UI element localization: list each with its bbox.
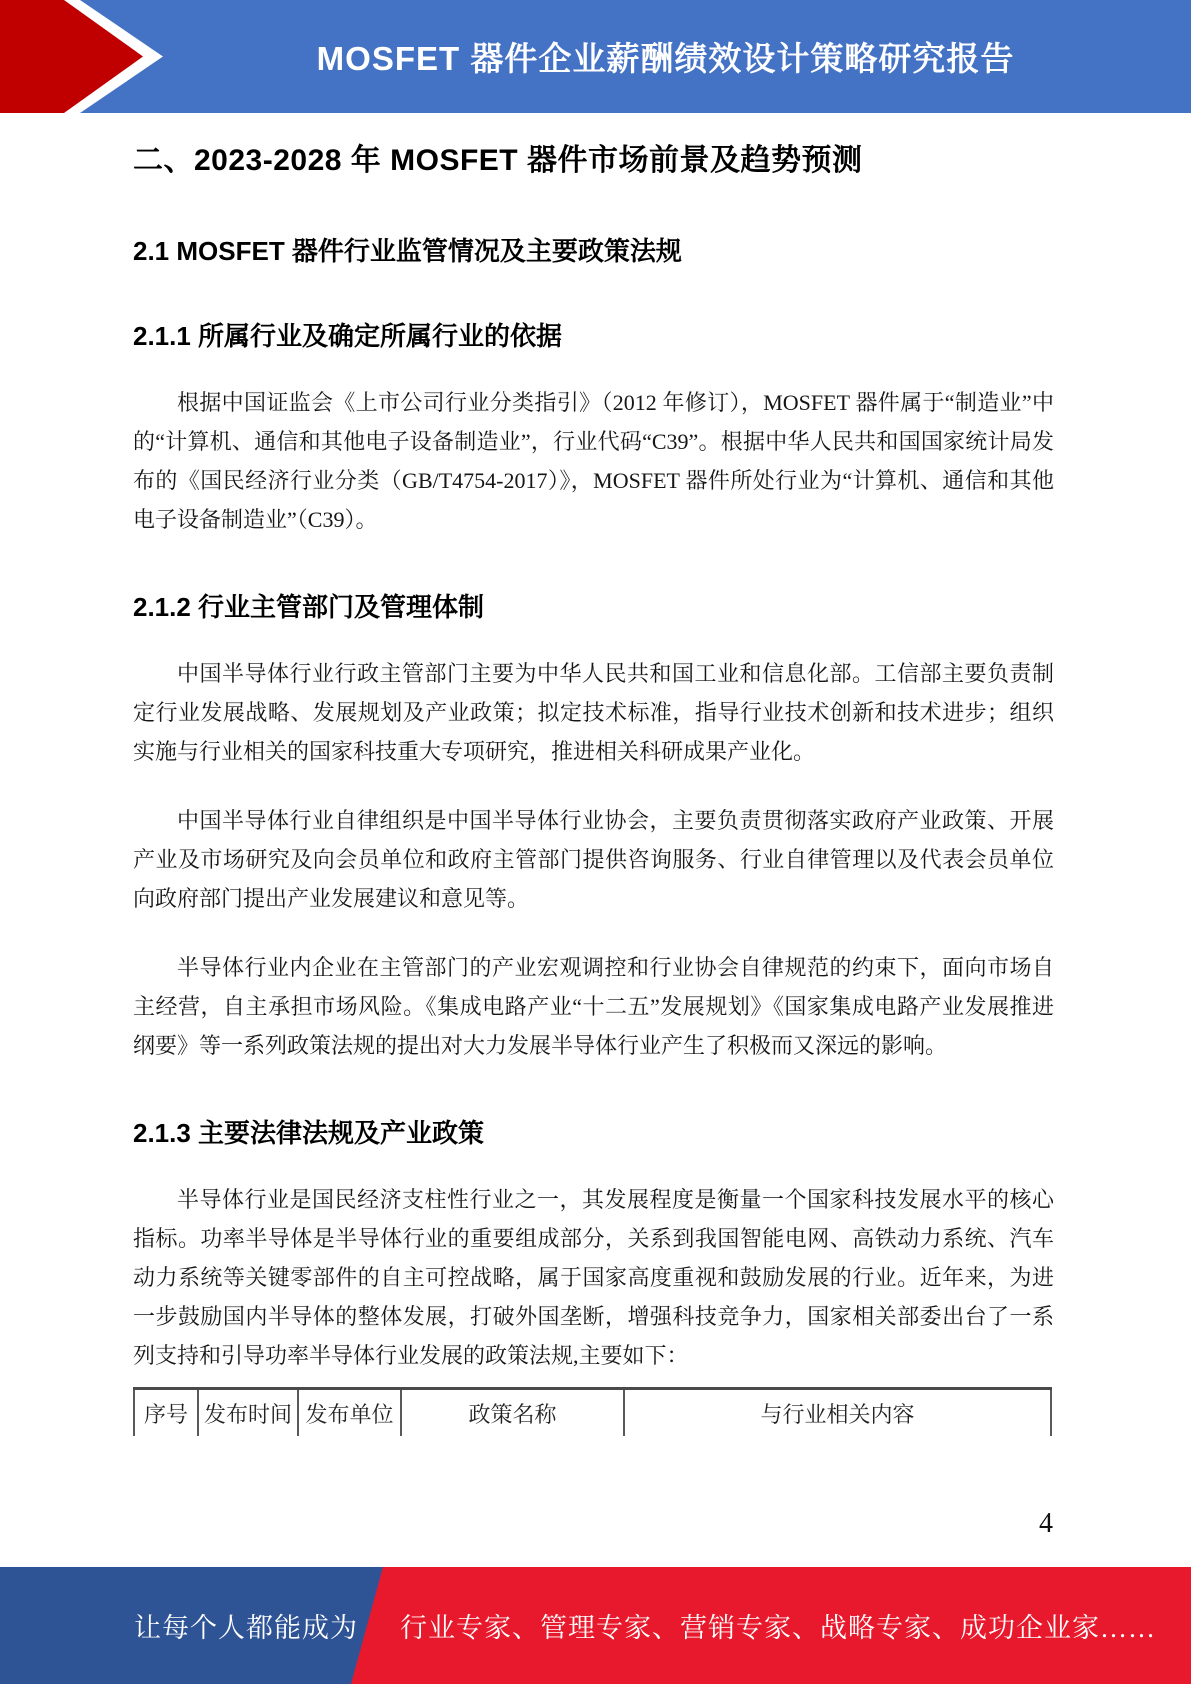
red-arrow-icon — [0, 0, 170, 113]
table-header-index: 序号 — [134, 1389, 198, 1437]
footer-slogan-left: 让每个人都能成为 — [134, 1613, 358, 1643]
chapter-heading: 二、2023-2028 年 MOSFET 器件市场前景及趋势预测 — [133, 144, 863, 177]
page-header-band — [0, 0, 1191, 113]
paragraph: 半导体行业内企业在主管部门的产业宏观调控和行业协会自律规范的约束下，面向市场自主经营，自主承担市场风险。《集成电路产业“十二五”发展规划》《国家集成电路产业发展推进纲要》等一系列政策法规的提出对大力发展半导体行业产生了积极而又深远的影响。 — [133, 955, 1054, 1058]
table-header-policy-name: 政策名称 — [401, 1389, 624, 1437]
section-heading-2-1: 2.1 MOSFET 器件行业监管情况及主要政策法规 — [133, 236, 682, 266]
page-footer-band — [0, 1567, 1191, 1684]
paragraph: 半导体行业是国民经济支柱性行业之一，其发展程度是衡量一个国家科技发展水平的核心指标。功率半导体是半导体行业的重要组成部分，关系到我国智能电网、高铁动力系统、汽车动力系统等关键零部件的自主可控战略，属于国家高度重视和鼓励发展的行业。近年来，为进一步鼓励国内半导体的整体发展，打破外国垄断，增强科技竞争力，国家相关部委出台了一系列支持和引导功率半导体行业发展的政策法规,主要如下： — [133, 1187, 1054, 1368]
page-number: 4 — [1039, 1508, 1053, 1539]
footer-slogan-right: 行业专家、管理专家、营销专家、战略专家、成功企业家…… — [400, 1613, 1156, 1643]
report-title: MOSFET 器件企业薪酬绩效设计策略研究报告 — [316, 40, 1015, 77]
paragraph: 根据中国证监会《上市公司行业分类指引》（2012 年修订），MOSFET 器件属于“制造业”中的“计算机、通信和其他电子设备制造业”，行业代码“C39”。根据中华人民共和国国家统计局发布的《国民经济行业分类（GB/T4754-2017）》，MOSFET 器件所处行业为“计算机、通信和其他电子设备制造业”（C39）。 — [133, 390, 1054, 532]
subsection-heading-2-1-3: 2.1.3 主要法律法规及产业政策 — [133, 1118, 485, 1148]
paragraph: 中国半导体行业自律组织是中国半导体行业协会，主要负责贯彻落实政府产业政策、开展产业及市场研究及向会员单位和政府主管部门提供咨询服务、行业自律管理以及代表会员单位向政府部门提出产业发展建议和意见等。 — [133, 808, 1054, 911]
policy-table — [133, 1387, 1052, 1436]
table-header-publish-date: 发布时间 — [198, 1389, 298, 1437]
table-header-publish-org: 发布单位 — [298, 1389, 401, 1437]
subsection-heading-2-1-1: 2.1.1 所属行业及确定所属行业的依据 — [133, 321, 563, 351]
document-content — [133, 113, 1054, 1436]
table-header-row — [134, 1389, 1051, 1437]
table-header-related-content: 与行业相关内容 — [624, 1389, 1051, 1437]
paragraph: 中国半导体行业行政主管部门主要为中华人民共和国工业和信息化部。工信部主要负责制定行业发展战略、发展规划及产业政策；拟定技术标准，指导行业技术创新和技术进步；组织实施与行业相关的国家科技重大专项研究，推进相关科研成果产业化。 — [133, 661, 1054, 764]
subsection-heading-2-1-2: 2.1.2 行业主管部门及管理体制 — [133, 592, 485, 622]
